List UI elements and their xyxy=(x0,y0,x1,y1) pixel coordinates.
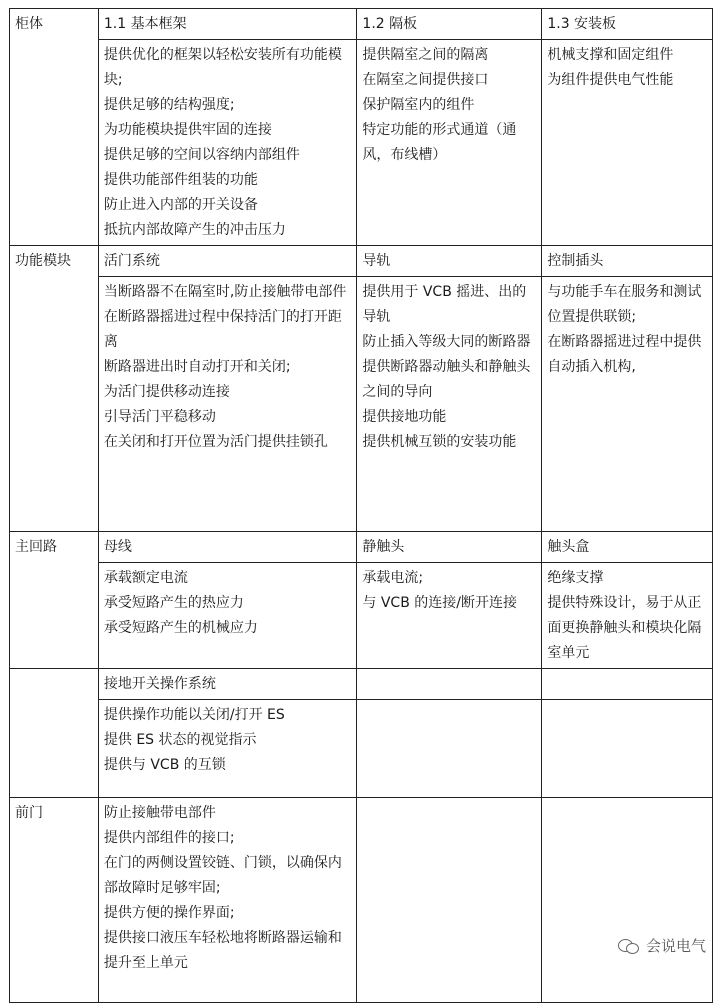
column-header: 1.3 安装板 xyxy=(542,9,713,40)
cell-line: 提供机械互锁的安装功能 xyxy=(362,434,517,450)
table-cell xyxy=(98,563,357,669)
table-row xyxy=(10,277,713,532)
table-header-row xyxy=(10,246,713,277)
cell-line: 在断路器摇进过程中保持活门的打开距离 xyxy=(103,309,342,350)
cell-line: 防止进入内部的开关设备 xyxy=(103,197,258,213)
spec-table xyxy=(9,8,713,1003)
table-row xyxy=(10,798,713,1003)
table-cell xyxy=(542,700,713,798)
cell-line: 与 VCB 的连接/断开连接 xyxy=(362,595,517,611)
cell-line: 提供功能部件组装的功能 xyxy=(103,172,258,188)
table-cell xyxy=(98,277,357,532)
cell-line: 与功能手车在服务和测试位置提供联锁; xyxy=(547,284,702,325)
cell-line: 提供优化的框架以轻松安装所有功能模块; xyxy=(103,47,342,88)
cell-line: 绝缘支撑 xyxy=(547,570,604,586)
table-row xyxy=(10,563,713,669)
table-header-row xyxy=(10,532,713,563)
table-cell xyxy=(357,563,542,669)
column-header: 活门系统 xyxy=(98,246,357,277)
column-header: 1.2 隔板 xyxy=(357,9,542,40)
table-header-row xyxy=(10,9,713,40)
row-label: 功能模块 xyxy=(10,246,99,532)
row-label: 柜体 xyxy=(10,9,99,246)
cell-line: 在断路器摇进过程中提供自动插入机构, xyxy=(547,334,702,375)
cell-line: 引导活门平稳移动 xyxy=(103,409,216,425)
table-cell xyxy=(357,40,542,246)
cell-line: 提供足够的结构强度; xyxy=(103,97,235,113)
cell-line: 承载电流; xyxy=(362,570,424,586)
table-cell xyxy=(98,700,357,798)
cell-line: 为活门提供移动连接 xyxy=(103,384,230,400)
cell-line: 提供操作功能以关闭/打开 ES xyxy=(103,707,285,723)
column-header: 导轨 xyxy=(357,246,542,277)
cell-line: 防止插入等级大同的断路器 xyxy=(362,334,531,350)
table-cell xyxy=(542,40,713,246)
table-cell xyxy=(542,798,713,1003)
cell-line: 防止接触带电部件 xyxy=(103,805,216,821)
cell-line: 提供与 VCB 的互锁 xyxy=(103,757,226,773)
cell-line: 承载额定电流 xyxy=(103,570,188,586)
table-cell xyxy=(542,277,713,532)
cell-line: 机械支撑和固定组件 xyxy=(547,47,674,63)
cell-line: 提供隔室之间的隔离 xyxy=(362,47,489,63)
cell-line: 承受短路产生的热应力 xyxy=(103,595,244,611)
cell-line: 提供 ES 状态的视觉指示 xyxy=(103,732,257,748)
cell-line: 为组件提供电气性能 xyxy=(547,72,674,88)
cell-line: 抵抗内部故障产生的冲击压力 xyxy=(103,222,286,238)
cell-line: 当断路器不在隔室时,防止接触带电部件 xyxy=(103,284,347,300)
table-row xyxy=(10,700,713,798)
column-header xyxy=(357,669,542,700)
cell-line: 在关闭和打开位置为活门提供挂锁孔 xyxy=(103,434,328,450)
cell-line: 保护隔室内的组件 xyxy=(362,97,475,113)
cell-line: 在门的两侧设置铰链、门锁，以确保内部故障时足够牢固; xyxy=(103,855,342,896)
cell-line: 为功能模块提供牢固的连接 xyxy=(103,122,272,138)
cell-line: 提供用于 VCB 摇进、出的导轨 xyxy=(362,284,527,325)
row-label: 前门 xyxy=(10,798,99,1003)
table-cell xyxy=(357,700,542,798)
table-cell xyxy=(98,40,357,246)
column-header: 接地开关操作系统 xyxy=(98,669,357,700)
cell-line: 提供接口液压车轻松地将断路器运输和提升至上单元 xyxy=(103,930,342,971)
cell-line: 承受短路产生的机械应力 xyxy=(103,620,258,636)
table-cell xyxy=(357,798,542,1003)
cell-line: 提供特殊设计，易于从正面更换静触头和模块化隔室单元 xyxy=(547,595,702,661)
cell-line: 在隔室之间提供接口 xyxy=(362,72,489,88)
cell-line: 提供断路器动触头和静触头之间的导向 xyxy=(362,359,531,400)
column-header: 触头盒 xyxy=(542,532,713,563)
cell-line: 特定功能的形式通道（通风，布线槽） xyxy=(362,122,517,163)
cell-line: 提供接地功能 xyxy=(362,409,447,425)
watermark-text: 会说电气 xyxy=(645,937,706,955)
table-cell xyxy=(98,798,357,1003)
column-header: 1.1 基本框架 xyxy=(98,9,357,40)
row-label xyxy=(10,669,99,798)
wechat-icon xyxy=(618,937,640,955)
cell-line: 提供足够的空间以容纳内部组件 xyxy=(103,147,300,163)
column-header: 控制插头 xyxy=(542,246,713,277)
column-header xyxy=(542,669,713,700)
cell-line: 断路器进出时自动打开和关闭; xyxy=(103,359,291,375)
cell-line: 提供内部组件的接口; xyxy=(103,830,235,846)
row-label: 主回路 xyxy=(10,532,99,669)
table-cell xyxy=(357,277,542,532)
table-row xyxy=(10,40,713,246)
table-cell xyxy=(542,563,713,669)
column-header: 静触头 xyxy=(357,532,542,563)
cell-line: 提供方便的操作界面; xyxy=(103,905,235,921)
table-header-row xyxy=(10,669,713,700)
column-header: 母线 xyxy=(98,532,357,563)
watermark xyxy=(618,935,706,956)
